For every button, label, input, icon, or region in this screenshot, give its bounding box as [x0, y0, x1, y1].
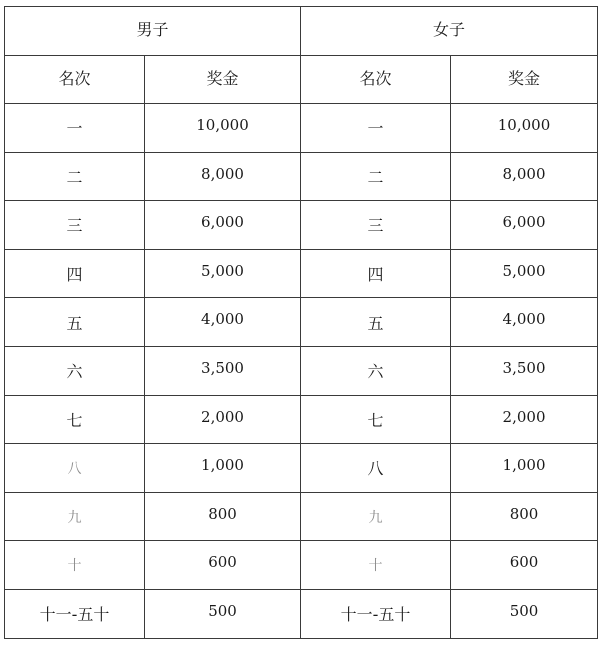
- women-rank-cell: 八: [367, 459, 384, 479]
- men-rank-cell: 五: [66, 313, 83, 333]
- women-group-header: 女子: [301, 7, 598, 56]
- women-rank-cell: 五: [367, 313, 384, 333]
- group-header-row: [5, 7, 598, 56]
- men-rank-cell: 六: [66, 362, 83, 382]
- men-prize-cell: 6,000: [145, 201, 301, 250]
- men-prize-cell: 10,000: [145, 104, 301, 153]
- men-rank-cell: 八: [67, 460, 82, 477]
- table-row: [5, 104, 598, 153]
- table-row: [5, 346, 598, 395]
- men-rank-cell: 七: [66, 410, 83, 430]
- women-rank-cell: 六: [367, 362, 384, 382]
- table-row: [5, 152, 598, 201]
- men-prize-cell: 1,000: [145, 444, 301, 493]
- men-prize-cell: 2,000: [145, 395, 301, 444]
- women-prize-cell: 500: [451, 589, 598, 638]
- table-row: [5, 395, 598, 444]
- women-prize-cell: 1,000: [451, 444, 598, 493]
- women-prize-header: 奖金: [451, 56, 598, 104]
- table-row: [5, 444, 598, 493]
- table-row: [5, 492, 598, 541]
- women-prize-cell: 800: [451, 492, 598, 541]
- table-row: [5, 298, 598, 347]
- men-prize-cell: 600: [145, 541, 301, 590]
- women-prize-cell: 6,000: [451, 201, 598, 250]
- women-prize-cell: 3,500: [451, 346, 598, 395]
- table-row: [5, 201, 598, 250]
- table-row: [5, 541, 598, 590]
- women-rank-cell: 十: [368, 558, 383, 575]
- men-rank-cell: 十: [67, 558, 82, 575]
- men-prize-header: 奖金: [145, 56, 301, 104]
- women-rank-cell: 七: [367, 410, 384, 430]
- women-prize-cell: 5,000: [451, 249, 598, 298]
- women-rank-cell: 一: [367, 119, 384, 139]
- men-rank-header: 名次: [5, 56, 145, 104]
- women-prize-cell: 10,000: [451, 104, 598, 153]
- women-rank-cell: 二: [367, 167, 384, 187]
- prize-table: [4, 6, 598, 639]
- men-prize-cell: 800: [145, 492, 301, 541]
- men-rank-cell: 一: [66, 119, 83, 139]
- men-group-header: 男子: [5, 7, 301, 56]
- men-prize-cell: 8,000: [145, 152, 301, 201]
- women-rank-cell: 四: [367, 265, 384, 285]
- men-rank-cell: 二: [66, 167, 83, 187]
- men-prize-cell: 500: [145, 589, 301, 638]
- table-row: [5, 249, 598, 298]
- women-prize-cell: 4,000: [451, 298, 598, 347]
- men-prize-cell: 5,000: [145, 249, 301, 298]
- men-prize-cell: 3,500: [145, 346, 301, 395]
- column-header-row: [5, 56, 598, 104]
- men-prize-cell: 4,000: [145, 298, 301, 347]
- women-prize-cell: 2,000: [451, 395, 598, 444]
- women-rank-header: 名次: [301, 56, 451, 104]
- men-rank-cell: 三: [66, 216, 83, 236]
- women-rank-cell: 三: [367, 216, 384, 236]
- table-row: [5, 589, 598, 638]
- men-rank-cell: 四: [66, 265, 83, 285]
- men-rank-cell: 九: [67, 509, 82, 526]
- women-prize-cell: 8,000: [451, 152, 598, 201]
- women-prize-cell: 600: [451, 541, 598, 590]
- women-rank-cell: 九: [368, 509, 383, 526]
- men-rank-cell: 十一-五十: [39, 605, 110, 625]
- women-rank-cell: 十一-五十: [340, 605, 411, 625]
